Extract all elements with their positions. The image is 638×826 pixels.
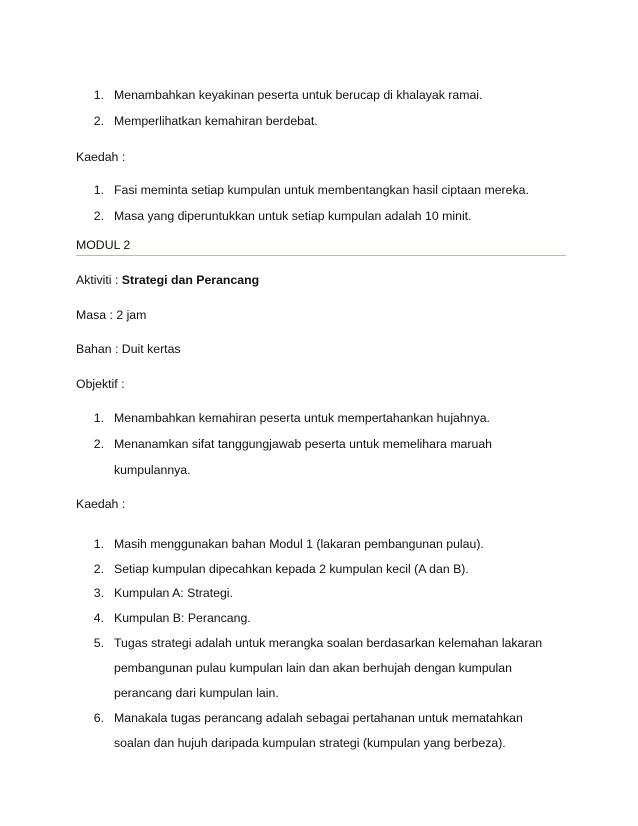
list4-number-6: 6. [93,711,104,725]
modul-heading: MODUL 2 [76,238,131,252]
list4-item-3-line-1: Kumpulan A: Strategi. [114,586,233,600]
list4-number-5: 5. [93,636,104,650]
list2-item-2: Masa yang diperuntukkan untuk setiap kumpulan adalah 10 minit. [114,209,472,223]
aktiviti-line [76,272,259,288]
list3-number-1: 1. [93,411,104,425]
kaedah-label-1: Kaedah : [76,150,126,164]
list4-item-1-line-1: Masih menggunakan bahan Modul 1 (lakaran pembangunan pulau). [114,537,484,551]
list3-item-1-line-1: Menambahkan kemahiran peserta untuk mempertahankan hujahnya. [114,411,490,425]
list1-item-2: Memperlihatkan kemahiran berdebat. [114,114,318,128]
list4-item-4-line-1: Kumpulan B: Perancang. [114,611,251,625]
list4-number-1: 1. [93,537,104,551]
kaedah-label-2: Kaedah : [76,497,126,511]
list3-item-2-line-1: Menanamkan sifat tanggungjawab peserta untuk memelihara maruah [114,437,493,451]
list1-number-1: 1. [93,88,104,102]
list3-item-2-line-2: kumpulannya. [114,463,191,477]
list4-item-5-line-2: pembangunan pulau kumpulan lain dan akan berhujah dengan kumpulan [114,661,512,675]
list4-item-5-line-3: perancang dari kumpulan lain. [114,686,279,700]
list4-number-2: 2. [93,562,104,576]
list3-number-2: 2. [93,437,104,451]
list4-number-3: 3. [93,586,104,600]
list2-number-2: 2. [93,209,104,223]
list1-item-1: Menambahkan keyakinan peserta untuk berucap di khalayak ramai. [114,88,483,102]
aktiviti-value: Strategi dan Perancang [121,273,260,287]
list4-item-5-line-1: Tugas strategi adalah untuk merangka soalan berdasarkan kelemahan lakaran [114,636,543,650]
aktiviti-label: Aktiviti : [76,273,122,287]
masa-line: Masa : 2 jam [76,308,147,322]
list4-item-6-line-2: soalan dan hujuh daripada kumpulan strategi (kumpulan yang berbeza). [114,736,506,750]
list4-number-4: 4. [93,611,104,625]
list2-number-1: 1. [93,183,104,197]
heading-divider [76,255,566,256]
list4-item-2-line-1: Setiap kumpulan dipecahkan kepada 2 kumpulan kecil (A dan B). [114,562,469,576]
list1-number-2: 2. [93,114,104,128]
list2-item-1: Fasi meminta setiap kumpulan untuk membentangkan hasil ciptaan mereka. [114,183,529,197]
objektif-label: Objektif : [76,377,125,391]
list4-item-6-line-1: Manakala tugas perancang adalah sebagai pertahanan untuk mematahkan [114,711,523,725]
bahan-line: Bahan : Duit kertas [76,342,181,356]
